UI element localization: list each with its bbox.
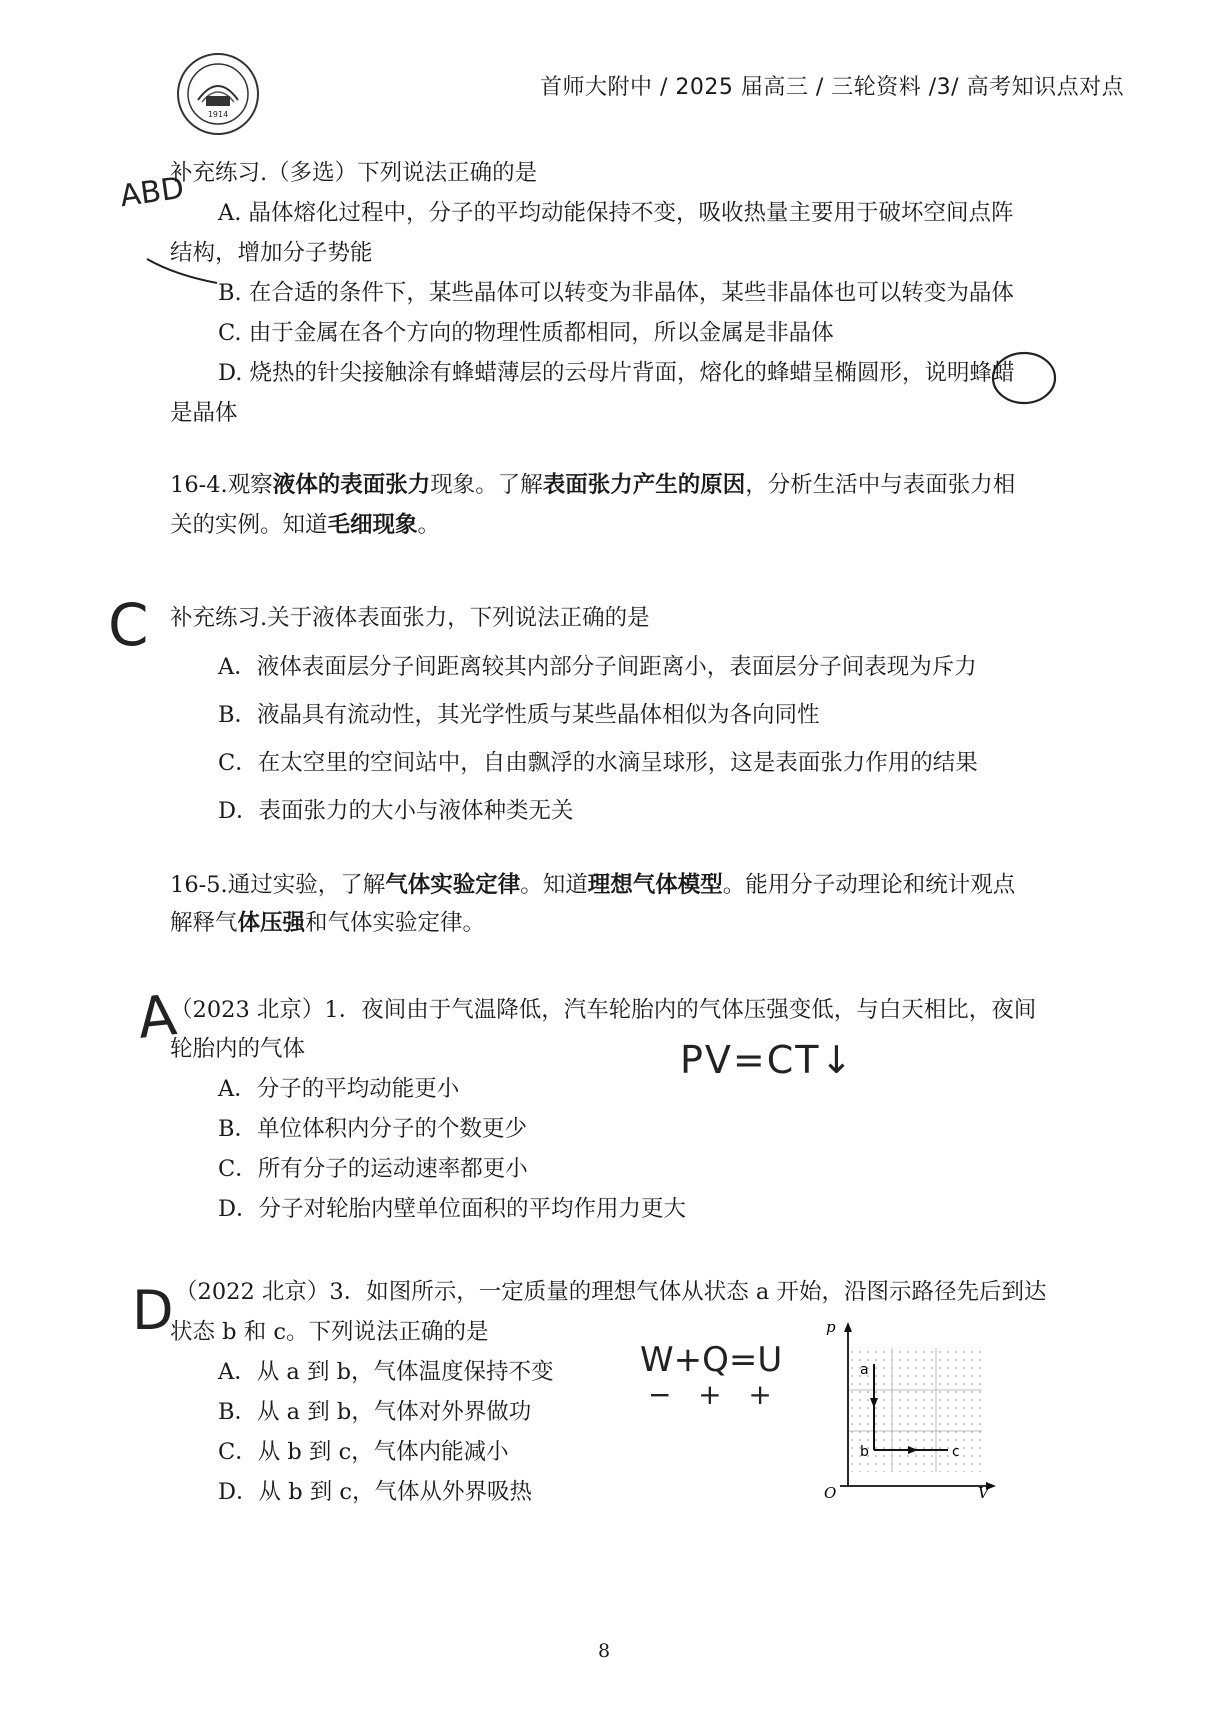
q1-option-d-cont: 是晶体 <box>170 400 238 426</box>
svg-text:1914: 1914 <box>207 110 229 119</box>
section-16-5-line1: 16-5.通过实验，了解气体实验定律。知道理想气体模型。能用分子动理论和统计观点 <box>170 872 1016 898</box>
pv-diagram <box>818 1318 998 1498</box>
q2-option-b: B．液晶具有流动性，其光学性质与某些晶体相似为各向同性 <box>218 702 820 728</box>
svg-text:p: p <box>826 1318 836 1336</box>
q4-option-d: D．从 b 到 c，气体从外界吸热 <box>218 1479 533 1505</box>
q2-option-c: C．在太空里的空间站中，自由飘浮的水滴呈球形，这是表面张力作用的结果 <box>218 750 978 776</box>
q2-stem: 补充练习.关于液体表面张力，下列说法正确的是 <box>170 605 650 631</box>
q4-option-a: A．从 a 到 b，气体温度保持不变 <box>218 1359 554 1385</box>
svg-text:a: a <box>860 1362 869 1378</box>
school-logo-icon <box>176 52 260 136</box>
q1-handwritten-answer: ABD <box>117 170 187 215</box>
q3-option-d: D．分子对轮胎内壁单位面积的平均作用力更大 <box>218 1196 687 1222</box>
svg-text:c: c <box>952 1444 960 1460</box>
svg-text:b: b <box>860 1444 869 1460</box>
handwritten-circle-icon <box>990 348 1060 408</box>
q1-option-a: A. 晶体熔化过程中，分子的平均动能保持不变，吸收热量主要用于破坏空间点阵 <box>218 200 1014 226</box>
svg-text:O: O <box>824 1484 837 1498</box>
q1-stem: 补充练习.（多选）下列说法正确的是 <box>170 160 538 186</box>
section-16-5-line2: 解释气体压强和气体实验定律。 <box>170 910 486 936</box>
section-16-4-line2: 关的实例。知道毛细现象。 <box>170 512 441 538</box>
q1-option-d: D. 烧热的针尖接触涂有蜂蜡薄层的云母片背面，熔化的蜂蜡呈椭圆形，说明蜂蜡 <box>218 360 1015 386</box>
page-number: 8 <box>598 1640 611 1662</box>
q1-option-c: C. 由于金属在各个方向的物理性质都相同，所以金属是非晶体 <box>218 320 834 346</box>
q3-option-b: B．单位体积内分子的个数更少 <box>218 1116 528 1142</box>
q2-handwritten-answer: C <box>108 591 149 659</box>
q3-handwritten-note: PV=CT↓ <box>680 1038 855 1082</box>
q3-stem-cont: 轮胎内的气体 <box>170 1036 306 1062</box>
q4-handwritten-signs: − + + <box>648 1378 772 1411</box>
q4-handwritten-answer: D <box>132 1279 174 1342</box>
q4-stem: （2022 北京）3．如图所示，一定质量的理想气体从状态 a 开始，沿图示路径先后到达 <box>175 1279 1047 1305</box>
q3-option-a: A．分子的平均动能更小 <box>218 1076 460 1102</box>
q3-stem: （2023 北京）1．夜间由于气温降低，汽车轮胎内的气体压强变低，与白天相比，夜间 <box>170 997 1037 1023</box>
q2-option-a: A．液体表面层分子间距离较其内部分子间距离小，表面层分子间表现为斥力 <box>218 654 977 680</box>
q4-stem-cont: 状态 b 和 c。下列说法正确的是 <box>170 1319 489 1345</box>
q4-option-b: B．从 a 到 b，气体对外界做功 <box>218 1399 532 1425</box>
q4-handwritten-equation: W+Q=U <box>640 1340 783 1380</box>
handwritten-arrow-icon <box>145 255 225 295</box>
q4-option-c: C．从 b 到 c，气体内能减小 <box>218 1439 509 1465</box>
svg-text:V: V <box>978 1484 989 1498</box>
section-16-4-line1: 16-4.观察液体的表面张力现象。了解表面张力产生的原因，分析生活中与表面张力相 <box>170 472 1016 498</box>
q1-option-a-cont: 结构，增加分子势能 <box>170 240 373 266</box>
page-header: 首师大附中 / 2025 届高三 / 三轮资料 /3/ 高考知识点对点 <box>540 75 1125 100</box>
q2-option-d: D．表面张力的大小与液体种类无关 <box>218 798 574 824</box>
q3-handwritten-answer: A <box>134 983 180 1052</box>
q1-option-b: B. 在合适的条件下，某些晶体可以转变为非晶体，某些非晶体也可以转变为晶体 <box>218 280 1014 306</box>
q3-option-c: C．所有分子的运动速率都更小 <box>218 1156 528 1182</box>
